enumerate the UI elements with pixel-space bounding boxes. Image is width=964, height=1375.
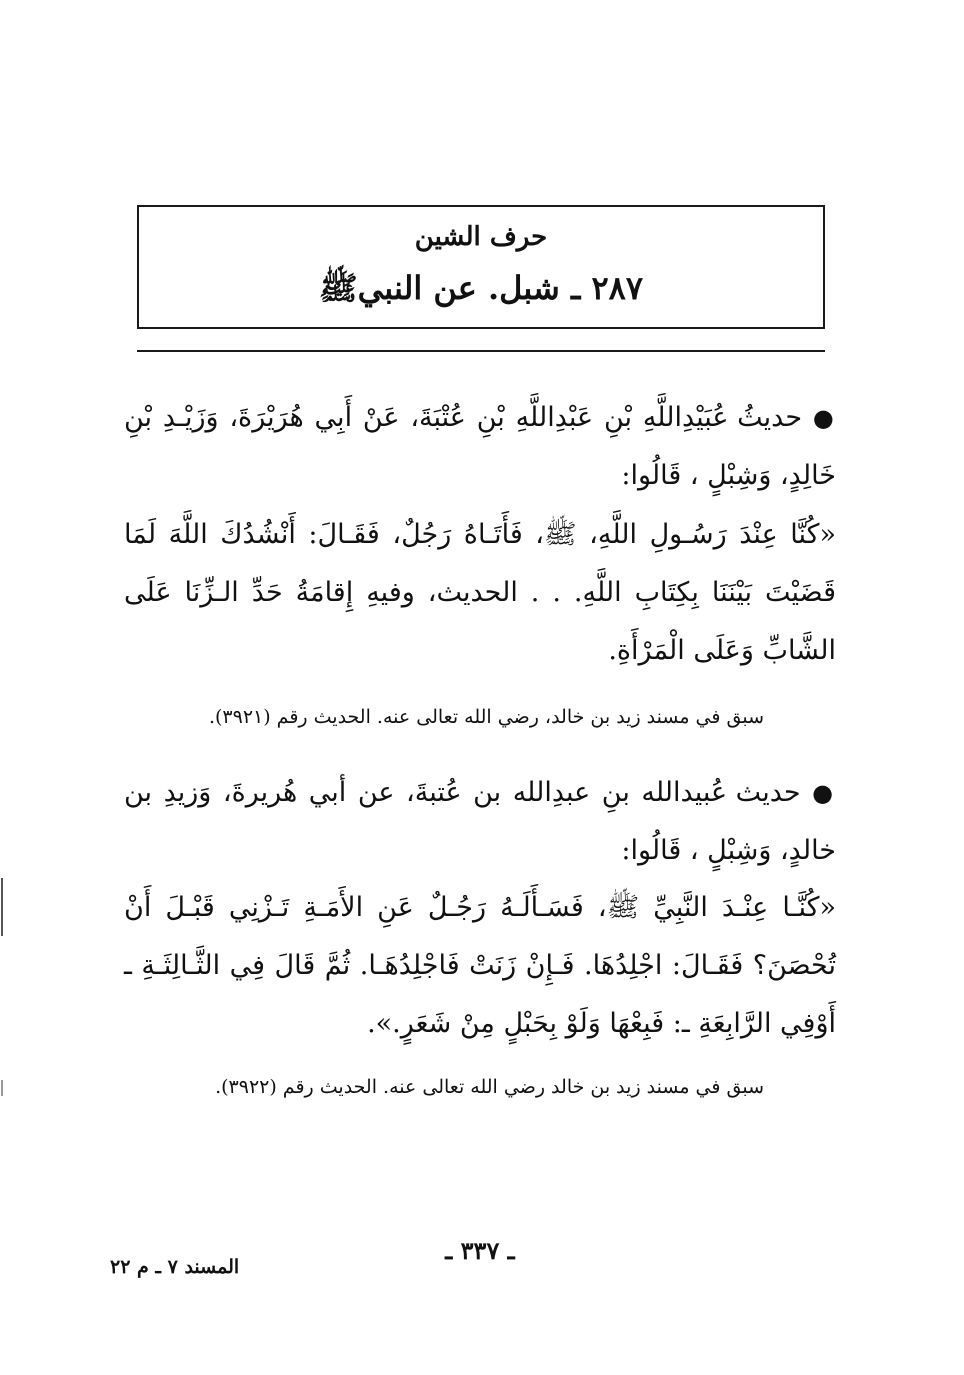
entry-2-note: سبق في مسند زيد بن خالد رضي الله تعالى عنه. الحديث رقم (٣٩٢٢). bbox=[215, 1076, 764, 1098]
section-title: حرف الشين bbox=[414, 222, 548, 252]
volume-signature: المسند ٧ ـ م ٢٢ bbox=[110, 1256, 240, 1278]
entry-1-hadith: «كُنَّا عِنْدَ رَسُـولِ اللَّهِ، ﷺ، فَأَتَـاهُ رَجُلٌ، فَقَـالَ: أَنْشُدُكَ اللَّهَ لَمَا قَضَيْتَ بَيْنَنَا بِكِتَابِ اللَّهِ. . . الحديث، وفيهِ إِقامَةُ حَدِّ الـزِّنَا عَلَى الشَّابِّ وَعَلَى الْمَرْأَةِ. bbox=[124, 519, 836, 666]
entry-1-intro-text: حديثُ عُبَيْدِاللَّهِ بْنِ عَبْدِاللَّهِ بْنِ عُتْبَةَ، عَنْ أَبِي هُرَيْرَةَ، وَزَيْـدِ بْنِ خَالِدٍ، وَشِبْلٍ ، قَالُوا: bbox=[124, 402, 836, 491]
chapter-header-box bbox=[137, 205, 825, 329]
entry-2-hadith: «كُنَّـا عِنْـدَ النَّبِيِّ ﷺ، فَسَـأَلَـهُ رَجُـلٌ عَنِ الأَمَـةِ تَـزْنِي قَبْـلَ أَنْ تُحْصَنَ؟ فَقَـالَ: اجْلِدُهَا. فَـإِنْ زَنَتْ فَاجْلِدُهَـا. ثُمَّ قَالَ فِي الثَّـالِثَـةِ ـ أَوْفِي الرَّابِعَةِ ـ: فَبِعْهَا وَلَوْ بِحَبْلٍ مِنْ شَعَرٍ.». bbox=[124, 892, 836, 1039]
scan-edge-mark bbox=[1, 878, 3, 936]
page-number: ـ ٣٣٧ ـ bbox=[445, 1236, 515, 1265]
chapter-heading: ٢٨٧ ـ شبل. عن النبيﷺ bbox=[318, 269, 644, 307]
entry-2-intro-text: حديث عُبيدالله بنِ عبدِالله بن عُتبةَ، عن أبي هُريرةَ، وَزيدِ بن خالدٍ، وَشِبْلٍ ، قَالُوا: bbox=[124, 777, 836, 866]
entry-1-note: سبق في مسند زيد بن خالد، رضي الله تعالى عنه. الحديث رقم (٣٩٢١). bbox=[208, 706, 764, 728]
header-divider bbox=[137, 350, 825, 352]
entry-1-intro bbox=[124, 389, 836, 505]
bullet-icon: ● bbox=[812, 779, 836, 807]
bullet-icon: ● bbox=[812, 404, 836, 432]
scan-edge-mark bbox=[1, 1080, 3, 1096]
entry-2-intro bbox=[124, 764, 836, 880]
